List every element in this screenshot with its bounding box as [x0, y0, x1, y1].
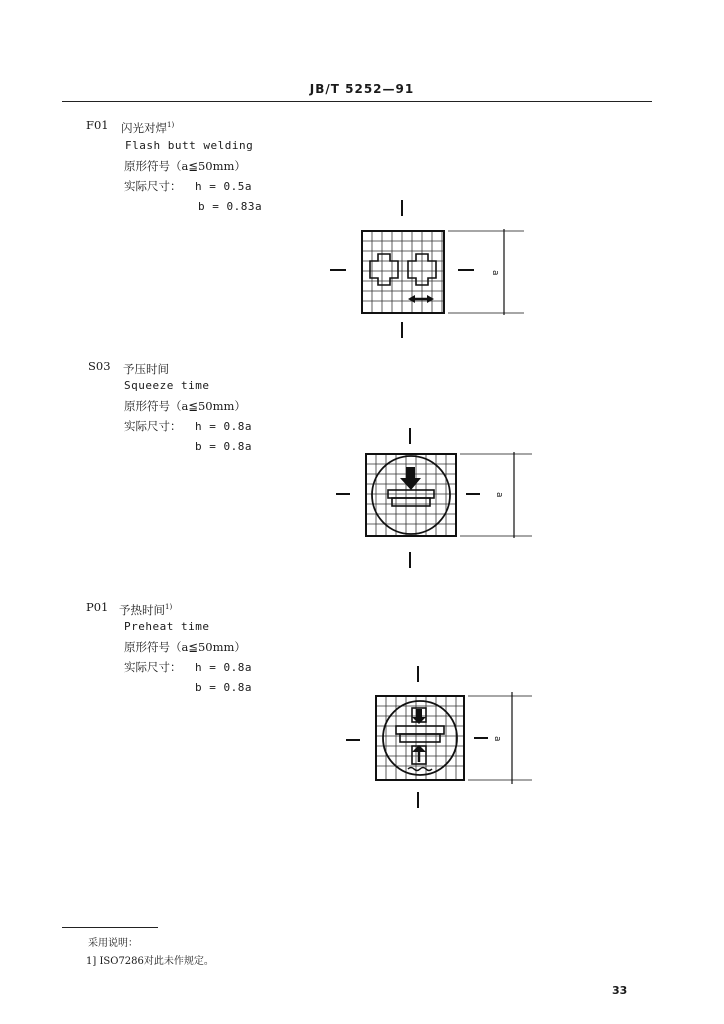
- entry-b-value-f01: b = 0.83a: [198, 200, 263, 213]
- entry-code-f01: F01: [86, 118, 109, 132]
- preheat-time-symbol-diagram: [332, 662, 552, 814]
- entry-title-en-s03: Squeeze time: [124, 379, 210, 392]
- entry-code-p01: P01: [86, 600, 109, 614]
- entry-h-value-f01: h = 0.5a: [195, 180, 252, 193]
- header-divider: [62, 101, 652, 102]
- squeeze-time-symbol-diagram: [326, 424, 546, 574]
- entry-title-cn-f01: 闪光对焊$^{1)}$: [121, 120, 175, 135]
- dimension-label-a-p01: a: [491, 736, 502, 742]
- footnote-1: 1] ISO7286对此未作规定。: [86, 956, 214, 967]
- entry-code-s03: S03: [88, 359, 111, 373]
- entry-symbol-line-f01: 原形符号（a≦50mm）: [124, 159, 246, 173]
- entry-title-cn-s03: 予压时间: [123, 361, 169, 376]
- entry-title-en-p01: Preheat time: [124, 620, 210, 633]
- footnote-heading: 采用说明：: [88, 938, 138, 949]
- entry-h-value-s03: h = 0.8a: [195, 420, 252, 433]
- dimension-label-a-f01: a: [489, 270, 500, 276]
- page-number: 33: [612, 984, 628, 997]
- entry-title-cn-p01: 予热时间$^{1)}$: [119, 602, 173, 617]
- entry-size-label-f01: 实际尺寸：: [124, 179, 182, 193]
- entry-symbol-line-p01: 原形符号（a≦50mm）: [124, 640, 246, 654]
- entry-b-value-p01: b = 0.8a: [195, 681, 252, 694]
- entry-title-en-f01: Flash butt welding: [125, 139, 254, 152]
- entry-size-label-s03: 实际尺寸：: [124, 419, 182, 433]
- standard-code-header: JB/T 5252—91: [309, 82, 415, 96]
- footnote-divider: [62, 927, 158, 928]
- entry-h-value-p01: h = 0.8a: [195, 661, 252, 674]
- entry-b-value-s03: b = 0.8a: [195, 440, 252, 453]
- entry-symbol-line-s03: 原形符号（a≦50mm）: [124, 399, 246, 413]
- dimension-label-a-s03: a: [493, 492, 504, 498]
- flash-butt-welding-symbol-diagram: [320, 196, 540, 342]
- entry-size-label-p01: 实际尺寸：: [124, 660, 182, 674]
